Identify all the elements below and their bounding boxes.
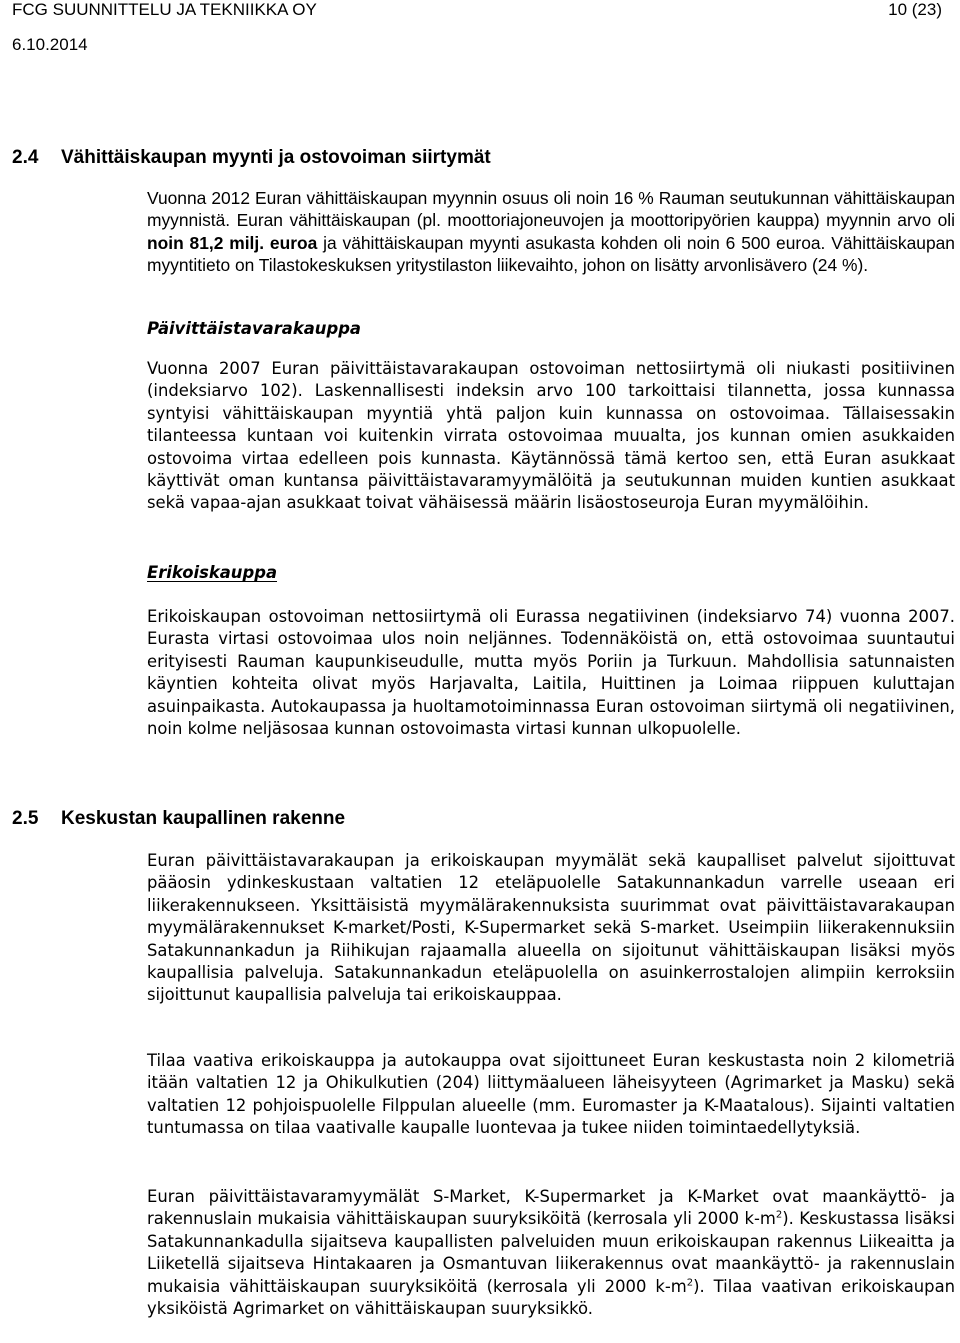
section-title: Vähittäiskaupan myynti ja ostovoiman siirtymät (61, 147, 491, 168)
p3-text-a: Euran päivittäistavaramyymälät S-Market, K-Supermarket ja K-Market ovat maankäyttö- ja rakennuslain mukaisia vähittäiskaupan suuryksiköitä (kerrosala yli 2000 k-m (147, 1187, 955, 1229)
paivittaistavarakauppa-paragraph: Vuonna 2007 Euran päivittäistavarakaupan ostovoiman nettosiirtymä oli niukasti positiivinen (indeksiarvo 102). Laskennallisesti indeksin arvo 100 tarkoittaisi tilannetta, jossa kunnassa syntyisi vähittäiskaupan myyntiä yhtä paljon kuin kunnassa on ostovoimaa. Tällaisessakin tilanteessa kuntaan voi kuitenkin virrata ostovoimaa muualta, jos kunnan omien asukkaiden ostovoima virtaa edelleen pois kunnasta. Käytännössä tämä kertoo sen, että Euran asukkaat käyttivät oman kuntansa päivittäistavaramyymälöitä ja seutukunnan muiden kuntien asukkaat sekä vapaa-ajan asukkaat toivat vähäisessä määrin lisäostoseuroja Euran myymälöihin. (147, 359, 955, 513)
section-number: 2.4 (12, 147, 39, 168)
keskusta-paragraph-3 (147, 1186, 955, 1320)
section-heading-2-4 (12, 147, 491, 169)
section-title: Keskustan kaupallinen rakenne (61, 808, 346, 829)
intro-text-a: Vuonna 2012 Euran vähittäiskaupan myynnin osuus oli noin 16 % Rauman seutukunnan vähittäiskaupan myynnistä. Euran vähittäiskaupan (pl. moottoriajoneuvojen ja moottoripyörien kauppa) myynnin arvo oli (147, 188, 955, 231)
section-heading-2-5 (12, 808, 345, 830)
header-company: FCG SUUNNITTELU JA TEKNIIKKA OY (12, 0, 317, 19)
section-number: 2.5 (12, 808, 39, 829)
erikoiskauppa-paragraph: Erikoiskaupan ostovoiman nettosiirtymä oli Eurassa negatiivinen (indeksiarvo 74) vuonna 2007. Eurasta virtasi ostovoimaa ulos noin neljännes. Todennäköistä on, että ostovoimaa suuntautui erityisesti Rauman kaupunkiseudulle, mutta myös Poriin ja Turkuun. Mahdollisia satunnaisten käyntien kohteita olivat myös Harjavalta, Laitila, Huittinen ja Loimaa riippuen kuluttajan asuinpaikasta. Autokaupassa ja huoltamotoiminnassa Euran ostovoiman siirtymä oli negatiivinen, noin kolme neljäsosaa kunnan ostovoimasta virtasi kunnan ulkopuolelle. (147, 607, 955, 739)
superscript-2: 2 (686, 1277, 694, 1289)
keskusta-paragraph-2: Tilaa vaativa erikoiskauppa ja autokauppa ovat sijoittuneet Euran keskustasta noin 2 kilometriä itään valtatien 12 ja Ohikulkutien (204) liittymäalueen läheisyyteen (Agrimarket ja Masku) sekä valtatien 12 pohjoispuolelle Filppulan alueelle (mm. Euromaster ja K-Maatalous). Sijainti valtatien tuntumassa on tilaa vaativalle kaupalle luontevaa ja tukee niiden toimintaedellytyksiä. (147, 1051, 955, 1138)
superscript-2: 2 (775, 1209, 783, 1221)
page-number: 10 (23) (888, 0, 942, 19)
p3-text-b: ). Keskustassa lisäksi Satakunnankadulla sijaitseva kaupallisten palveluiden muun erikoiskaupan rakennus Liikeaitta ja Liiketellä sijaitseva Hintakaaren ja Osmantuvan liikerakennus ovat maankäyttö- ja rakennuslain mukaisia vähittäiskaupan suuryksiköitä (kerrosala yli 2000 k-m (147, 1209, 955, 1296)
subheading-erikoiskauppa: Erikoiskauppa (147, 563, 278, 582)
subheading-paivittaistavarakauppa: Päivittäistavarakauppa (147, 319, 361, 338)
intro-text-c: ja vähittäiskaupan myynti asukasta kohden oli noin 6 500 euroa. Vähittäiskaupan myyntitieto on Tilastokeskuksen yritystilaston liikevaihto, johon on lisätty arvonlisävero (24 %). (147, 232, 955, 276)
header-date: 6.10.2014 (12, 35, 88, 54)
keskusta-paragraph-1: Euran päivittäistavarakaupan ja erikoiskaupan myymälät sekä kaupalliset palvelut sijoittuvat pääosin ydinkeskustaan valtatien 12 eteläpuolelle Satakunnankadun varrelle useaan eri liikerakennukseen. Yksittäisistä myymälärakennuksista suurimmat ovat päivittäistavarakaupan myymälärakennukset K-market/Posti, K-Supermarket sekä S-market. Useimpiin liikerakennuksiin Satakunnankadun ja Riihikujan rajaamalla alueella on sijoitunut vähittäiskaupan lisäksi myös kaupallisia palveluja. Satakunnankadun eteläpuolella on asuinkerrostalojen alimpiin kerroksiin sijoittunut kaupallisia palveluja tai erikoiskauppaa. (147, 851, 955, 1005)
p3-text-c: ). Tilaa vaativan erikoiskaupan yksiköistä Agrimarket on vähittäiskaupan suuryksikkö. (147, 1276, 956, 1319)
intro-text-bold: noin 81,2 milj. euroa (147, 232, 318, 253)
intro-paragraph (147, 187, 955, 277)
